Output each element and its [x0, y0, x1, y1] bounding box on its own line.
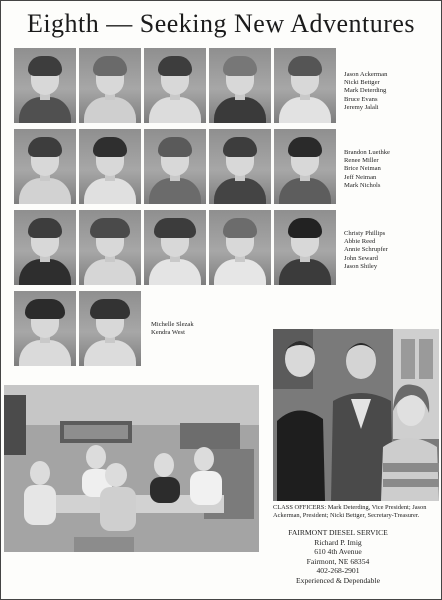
student-portrait [79, 48, 141, 123]
student-portrait [274, 210, 336, 285]
class-officers-photo [273, 329, 439, 501]
student-portrait [209, 210, 271, 285]
student-name: Abbie Reed [344, 238, 376, 246]
ad-city: Fairmont, NE 68354 [306, 556, 370, 566]
class-officers-caption: CLASS OFFICERS: Mark Deterding, Vice President; Jason Ackerman, President; Nicki Bettger, Secretary-Treasurer. [273, 504, 427, 519]
ad-business-name: FAIRMONT DIESEL SERVICE [288, 528, 388, 537]
student-portrait [14, 210, 76, 285]
student-portrait [274, 129, 336, 204]
student-portrait [79, 291, 141, 366]
name-list [344, 230, 388, 271]
student-portrait [14, 129, 76, 204]
student-name: Kendra West [151, 329, 185, 337]
name-list [344, 71, 387, 112]
name-list [344, 149, 390, 190]
student-portrait [14, 48, 76, 123]
student-portrait [144, 210, 206, 285]
student-name: Jason Shiley [344, 262, 378, 270]
ad-owner: Richard P. Imig [314, 537, 362, 547]
student-portrait [79, 210, 141, 285]
student-portrait [144, 48, 206, 123]
student-portrait [209, 48, 271, 123]
student-name: Jeff Neiman [344, 173, 377, 181]
student-name: Jeremy Jalali [344, 103, 379, 111]
student-name: Renee Miller [344, 157, 379, 165]
student-name: Mark Nichols [344, 181, 381, 189]
class-officers-illustration [273, 329, 439, 501]
student-name: Bruce Evans [344, 95, 378, 103]
student-name: Nicki Bettger [344, 79, 380, 87]
classroom-illustration [4, 385, 259, 552]
student-name: Christy Phillips [344, 230, 386, 237]
student-name: Brandon Luethke [344, 149, 390, 156]
student-name: Brice Neiman [344, 165, 381, 173]
student-name: Michelle Slezak [151, 321, 194, 328]
student-name: Annie Schrupfer [344, 246, 388, 254]
page-title: Eighth — Seeking New Adventures [26, 9, 416, 38]
classroom-photo [4, 385, 259, 552]
name-list [151, 321, 194, 337]
sponsor-ad [273, 528, 403, 585]
student-portrait [14, 291, 76, 366]
student-name: John Seward [344, 254, 378, 262]
student-portrait [209, 129, 271, 204]
student-name: Mark Deterding [344, 87, 387, 95]
student-portrait [79, 129, 141, 204]
student-name: Jason Ackerman [344, 71, 388, 78]
student-portrait [144, 129, 206, 204]
ad-phone: 402-268-2901 [316, 566, 360, 575]
student-portrait [274, 48, 336, 123]
ad-slogan: Experienced & Dependable [296, 575, 380, 585]
ad-street: 610 4th Avenue [314, 547, 362, 556]
